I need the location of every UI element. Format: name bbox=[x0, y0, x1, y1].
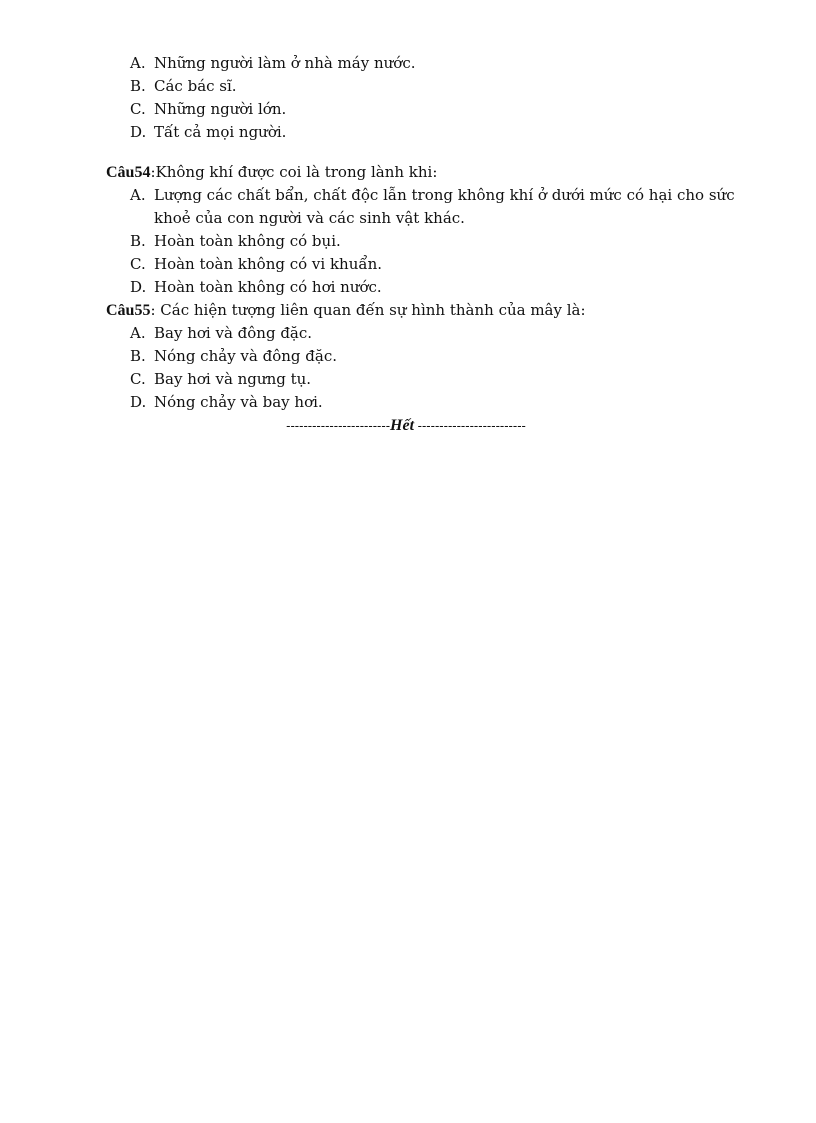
option-item bbox=[106, 184, 746, 230]
option-letter: A. bbox=[130, 324, 146, 342]
option-item bbox=[106, 345, 746, 368]
option-letter: C. bbox=[130, 255, 146, 273]
option-text: Bay hơi và đông đặc. bbox=[154, 324, 313, 342]
option-item bbox=[106, 52, 746, 75]
question-text: : Các hiện tượng liên quan đến sự hình thành của mây là: bbox=[150, 301, 586, 319]
option-item bbox=[106, 98, 746, 121]
option-item bbox=[106, 276, 746, 299]
option-text: Các bác sĩ. bbox=[154, 77, 237, 95]
question-heading bbox=[106, 299, 746, 322]
option-letter: D. bbox=[130, 393, 147, 411]
question-54 bbox=[106, 161, 746, 299]
option-item bbox=[106, 391, 746, 414]
option-letter: C. bbox=[130, 100, 146, 118]
option-letter: B. bbox=[130, 232, 146, 250]
option-text: Những người lớn. bbox=[154, 100, 287, 118]
spacer bbox=[106, 144, 746, 161]
option-letter: C. bbox=[130, 370, 146, 388]
option-text: Hoàn toàn không có vi khuẩn. bbox=[154, 255, 382, 273]
end-dashes-left: ------------------------ bbox=[286, 418, 391, 433]
option-letter: D. bbox=[130, 278, 147, 296]
end-word: Hết bbox=[390, 417, 415, 434]
option-text: Tất cả mọi người. bbox=[154, 123, 287, 141]
option-letter: B. bbox=[130, 347, 146, 365]
option-text: Hoàn toàn không có bụi. bbox=[154, 232, 341, 250]
option-letter: B. bbox=[130, 77, 146, 95]
option-text: Nóng chảy và đông đặc. bbox=[154, 347, 337, 365]
option-letter: D. bbox=[130, 123, 147, 141]
option-text: Hoàn toàn không có hơi nước. bbox=[154, 278, 382, 296]
option-item bbox=[106, 121, 746, 144]
question-label: Câu54 bbox=[106, 164, 151, 181]
prev-question-options bbox=[106, 52, 746, 144]
exam-content bbox=[106, 52, 746, 437]
option-item bbox=[106, 75, 746, 98]
option-item bbox=[106, 230, 746, 253]
end-dashes-right: ------------------------- bbox=[414, 418, 526, 433]
question-55 bbox=[106, 299, 746, 414]
option-item bbox=[106, 253, 746, 276]
question-heading bbox=[106, 161, 746, 184]
question-text: :Không khí được coi là trong lành khi: bbox=[150, 163, 438, 181]
end-marker bbox=[66, 414, 746, 437]
option-text: Những người làm ở nhà máy nước. bbox=[154, 54, 416, 72]
question-label: Câu55 bbox=[106, 302, 151, 319]
option-item bbox=[106, 322, 746, 345]
option-text: Lượng các chất bẩn, chất độc lẫn trong không khí ở dưới mức có hại cho sức khoẻ của con người và các sinh vật khác. bbox=[154, 186, 735, 227]
option-letter: A. bbox=[130, 186, 146, 204]
option-letter: A. bbox=[130, 54, 146, 72]
option-item bbox=[106, 368, 746, 391]
option-text: Nóng chảy và bay hơi. bbox=[154, 393, 323, 411]
option-text: Bay hơi và ngưng tụ. bbox=[154, 370, 312, 388]
